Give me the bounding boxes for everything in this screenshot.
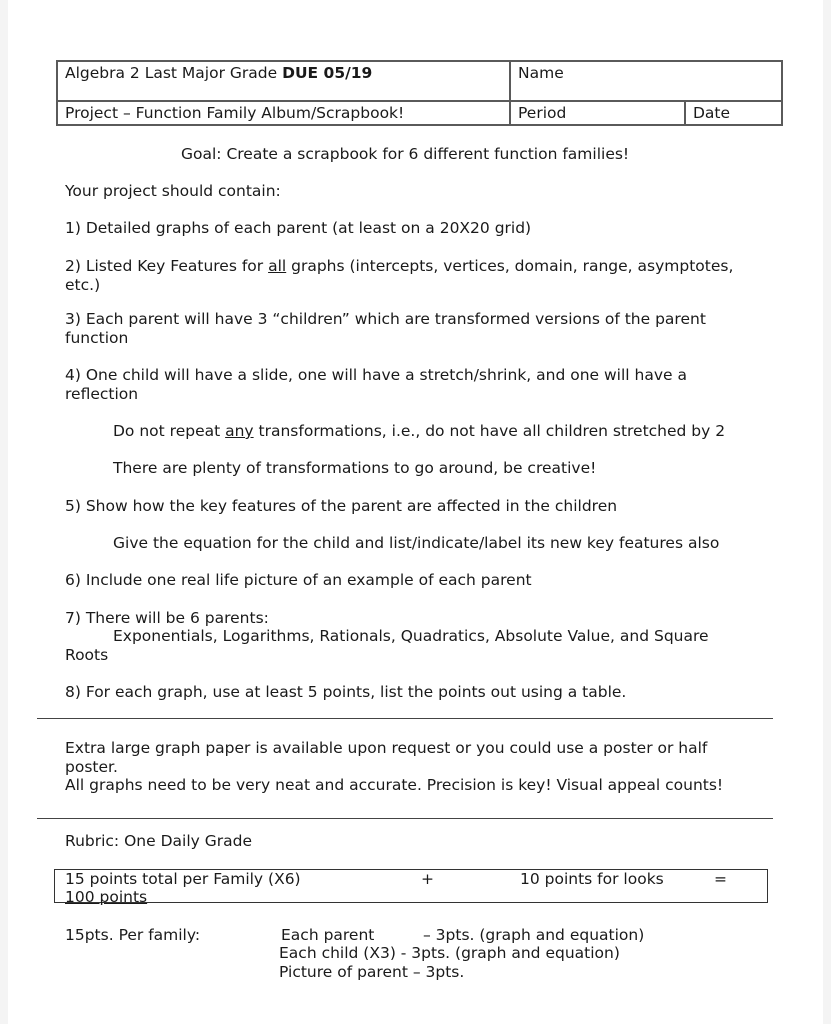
name-cell [510,61,782,101]
note-precision: All graphs need to be very neat and accurate. Precision is key! Visual appeal counts! [65,776,724,794]
item-2 [65,257,770,294]
item-7-cont: Roots [65,646,109,664]
date-label: Date [693,104,731,122]
per-family-label: 15pts. Per family: [65,926,201,944]
breakdown-parent-points: – 3pts. (graph and equation) [423,926,645,944]
item-6: 6) Include one real life picture of an example of each parent [65,571,532,589]
goal-text: Goal: Create a scrapbook for 6 different function families! [181,145,630,163]
period-cell [510,101,685,125]
note-graph-paper: Extra large graph paper is available upon request or you could use a poster or half poster. [65,739,708,776]
header-table [56,60,783,126]
project-title: Project – Function Family Album/Scrapbook! [65,104,405,122]
divider-2 [37,818,773,819]
rubric-total [65,888,147,907]
period-label: Period [518,104,567,122]
item-2-text-b: graphs (intercepts, vertices, domain, range, asymptotes, etc.) [65,257,734,294]
rubric-family-points: 15 points total per Family (X6) [65,870,301,888]
due-date: DUE 05/19 [282,64,373,82]
rubric-looks-points: 10 points for looks [520,870,664,888]
item-7-list: Exponentials, Logarithms, Rationals, Quadratics, Absolute Value, and Square [113,627,709,645]
item-5-sub: Give the equation for the child and list/indicate/label its new key features also [113,534,720,552]
rubric-title: Rubric: One Daily Grade [65,832,252,850]
item-2-emphasis: all [268,257,287,275]
date-cell [685,101,782,125]
item-8: 8) For each graph, use at least 5 points, list the points out using a table. [65,683,627,701]
item-4-sub-1-text-a: Do not repeat [113,422,226,440]
name-label: Name [518,64,564,82]
project-cell [57,101,510,125]
item-5: 5) Show how the key features of the parent are affected in the children [65,497,618,515]
item-3: 3) Each parent will have 3 “children” which are transformed versions of the parent function [65,310,706,347]
item-2-text-a: 2) Listed Key Features for [65,257,269,275]
rubric-equals: = [714,870,727,888]
item-1: 1) Detailed graphs of each parent (at least on a 20X20 grid) [65,219,532,237]
breakdown-parent-label: Each parent [281,926,375,944]
item-4-sub-1 [113,422,725,441]
item-4-sub-1-text-b: transformations, i.e., do not have all children stretched by 2 [253,422,726,440]
rubric-plus: + [421,870,434,888]
course-title: Algebra 2 Last Major Grade [65,64,278,82]
item-7-lead: 7) There will be 6 parents: [65,609,269,627]
item-4-sub-2: There are plenty of transformations to go around, be creative! [113,459,597,477]
course-cell [57,61,510,101]
intro-text: Your project should contain: [65,182,281,200]
document-page [8,0,823,1024]
item-4: 4) One child will have a slide, one will have a stretch/shrink, and one will have a reflection [65,366,687,403]
divider-1 [37,718,773,719]
rubric-total-value: 100 points [65,888,148,906]
breakdown-picture: Picture of parent – 3pts. [279,963,465,981]
breakdown-child: Each child (X3) - 3pts. (graph and equation) [279,944,620,962]
item-4-sub-1-emphasis: any [225,422,254,440]
